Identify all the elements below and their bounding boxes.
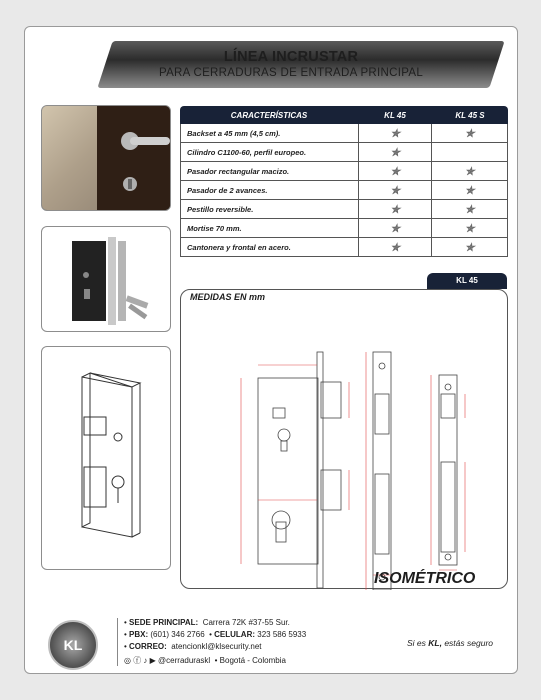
- kl45-cell: [358, 238, 432, 256]
- header-kl45: KL 45: [384, 110, 406, 120]
- model-tab: KL 45: [427, 273, 507, 289]
- check-star-icon: ✯: [390, 165, 400, 178]
- kl45-cell: [358, 143, 432, 161]
- social-icons: ◎ ⓕ ♪ ▶: [124, 656, 156, 665]
- header-characteristics: CARACTERÍSTICAS: [230, 110, 308, 120]
- check-star-icon: ✯: [465, 203, 475, 216]
- social-line: ◎ ⓕ ♪ ▶ @cerraduraskl • Bogotá - Colombia: [124, 656, 286, 665]
- kl45s-cell: [431, 124, 507, 142]
- isometric-label: ISOMÉTRICO: [374, 570, 476, 587]
- table-row: [180, 219, 508, 238]
- feature-label: Cilindro C1100-60, perfil europeo.: [187, 147, 307, 157]
- header-kl45s: KL 45 S: [455, 110, 485, 120]
- feature-label: Pasador rectangular macizo.: [187, 166, 290, 176]
- technical-drawing: [181, 290, 509, 590]
- feature-label: Backset a 45 mm (4,5 cm).: [187, 128, 281, 138]
- check-star-icon: ✯: [465, 222, 475, 235]
- table-row: [180, 162, 508, 181]
- footer: [41, 610, 503, 672]
- kl45-cell: [358, 162, 432, 180]
- kl45s-cell: [431, 238, 507, 256]
- isometric-lock-drawing: [41, 346, 171, 570]
- kl45s-cell: [431, 162, 507, 180]
- email-link[interactable]: atencionkl@klsecurity.net: [171, 642, 262, 651]
- check-star-icon: ✯: [390, 146, 400, 159]
- tagline: Si es KL, estás seguro: [406, 638, 493, 648]
- check-star-icon: ✯: [390, 127, 400, 140]
- kl45s-cell: [431, 219, 507, 237]
- table-row: [180, 181, 508, 200]
- check-star-icon: ✯: [465, 165, 475, 178]
- feature-label: Pestillo reversible.: [187, 204, 254, 214]
- kl45s-cell: [431, 181, 507, 199]
- social-handle[interactable]: @cerraduraskl: [158, 656, 211, 665]
- kl45-cell: [358, 200, 432, 218]
- kl45-cell: [358, 124, 432, 142]
- table-row: [180, 143, 508, 162]
- lock-body-photo: [41, 226, 171, 332]
- email-line: • CORREO: atencionkl@klsecurity.net: [124, 642, 262, 651]
- measures-panel: [180, 289, 508, 589]
- divider: [117, 618, 118, 666]
- check-star-icon: ✯: [390, 222, 400, 235]
- address-line: • SEDE PRINCIPAL: Carrera 72K #37-55 Sur.: [124, 618, 290, 627]
- page-title: LÍNEA INCRUSTAR: [223, 49, 359, 65]
- kl45-cell: [358, 181, 432, 199]
- check-star-icon: ✯: [390, 241, 400, 254]
- table-row: [180, 200, 508, 219]
- table-row: [180, 124, 508, 143]
- kl45-cell: [358, 219, 432, 237]
- feature-label: Cantonera y frontal en acero.: [187, 242, 291, 252]
- check-star-icon: ✯: [390, 184, 400, 197]
- check-star-icon: ✯: [465, 127, 475, 140]
- features-table: [180, 106, 508, 257]
- feature-label: Pasador de 2 avances.: [187, 185, 268, 195]
- kl45s-cell: [431, 200, 507, 218]
- check-star-icon: ✯: [465, 184, 475, 197]
- feature-label: Mortise 70 mm.: [187, 223, 242, 233]
- spec-sheet: [24, 26, 518, 674]
- phone-line: • PBX: (601) 346 2766 • CELULAR: 323 586 5933: [124, 630, 307, 639]
- table-header: [180, 106, 508, 124]
- check-star-icon: ✯: [465, 241, 475, 254]
- check-star-icon: ✯: [390, 203, 400, 216]
- measures-title: MEDIDAS EN mm: [190, 292, 266, 302]
- kl-logo: KL: [48, 620, 98, 670]
- kl45s-cell: [431, 143, 507, 161]
- page-subtitle: PARA CERRADURAS DE ENTRADA PRINCIPAL: [158, 67, 424, 79]
- table-row: [180, 238, 508, 257]
- door-handle-photo: [41, 105, 171, 211]
